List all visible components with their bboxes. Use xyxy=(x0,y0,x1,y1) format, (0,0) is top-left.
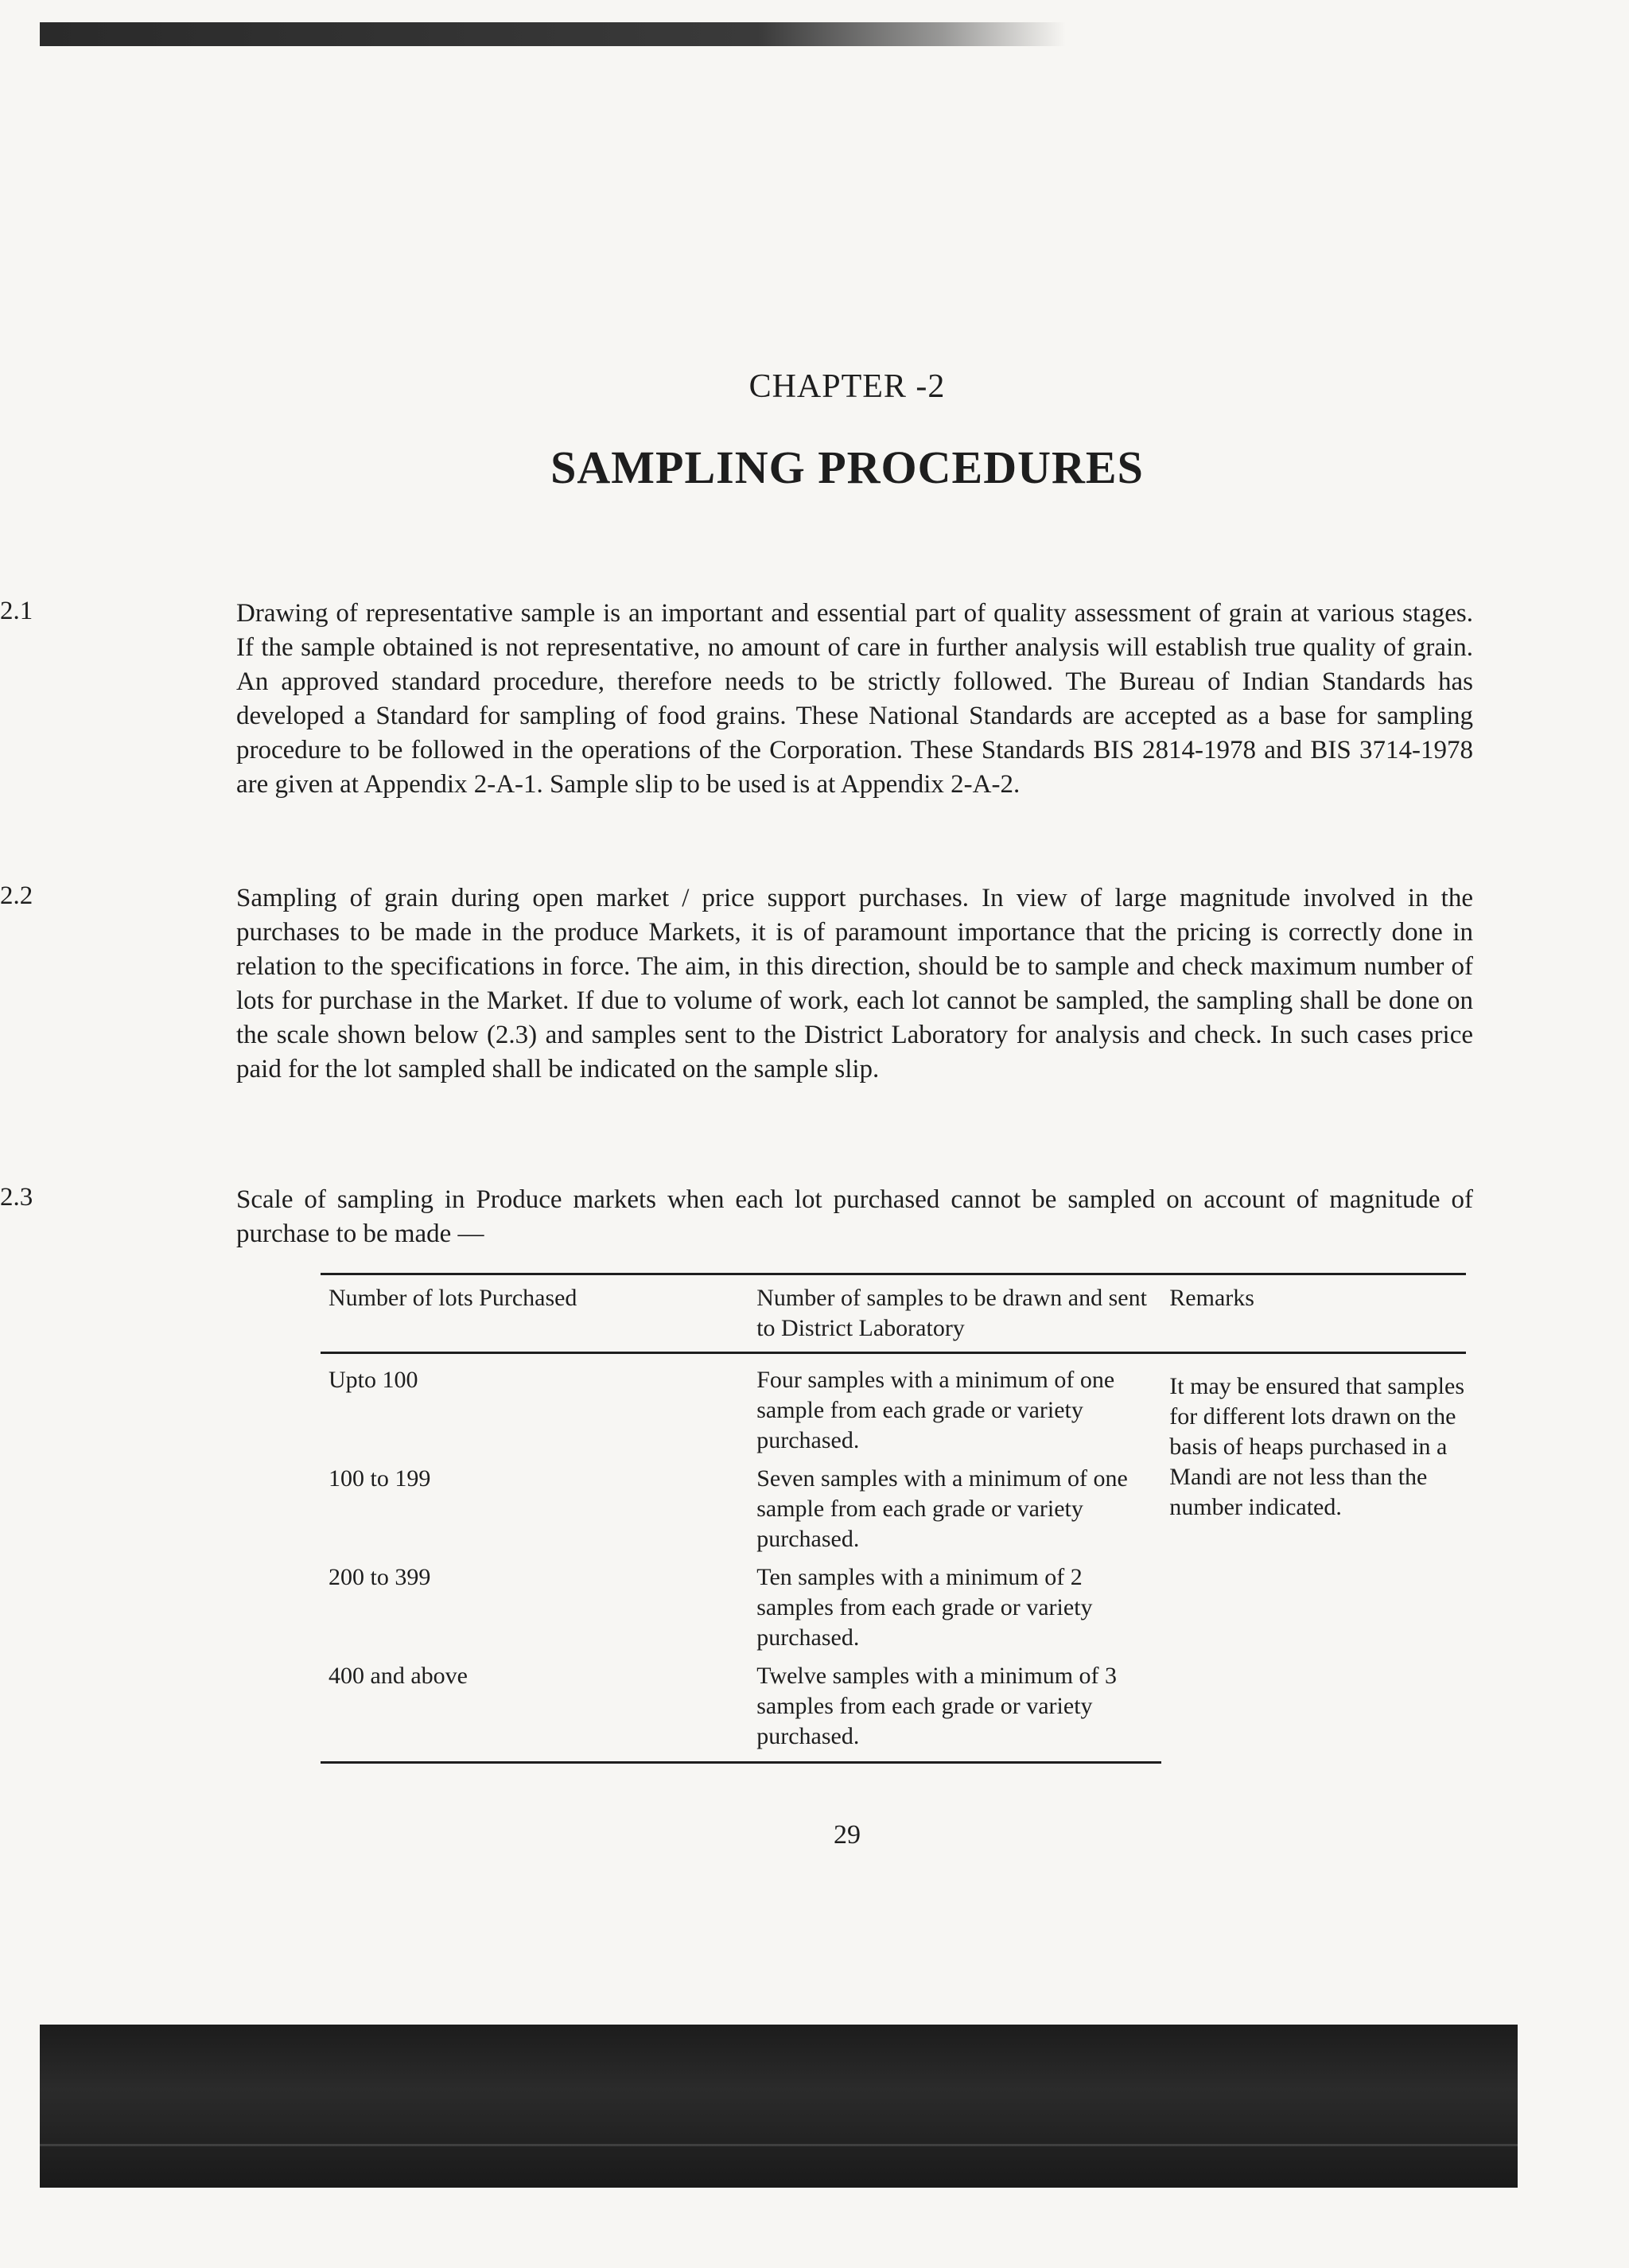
scan-edge-bottom xyxy=(40,2025,1518,2188)
samples-cell: Ten samples with a minimum of 2 samples from each grade or variety purchased. xyxy=(756,1564,1093,1651)
lots-cell: 200 to 399 xyxy=(329,1564,431,1590)
table-header-row xyxy=(321,1274,1466,1353)
paragraph-2-2 xyxy=(0,881,1473,1087)
paragraph-text: Sampling of grain during open market / price support purchases. In view of large magnitude involved in the purchases to be made in the produce Markets, it is of paramount importance that the pricing is correctly done in relation to the specifications in force. The aim, in this direction, should be to sample and check maximum number of lots for purchase in the Market. If due to volume of work, each lot cannot be sampled, the sampling shall be done on the scale shown below (2.3) and samples sent to the District Laboratory for analysis and check. In such cases price paid for the lot sampled shall be indicated on the sample slip. xyxy=(236,884,1473,1083)
lots-cell: 400 and above xyxy=(321,1661,748,1763)
paragraph-text: Drawing of representative sample is an important and essential part of quality assessment of grain at various stages. If the sample obtained is not representative, no amount of care in further analysis will establish true quality of grain. An approved standard procedure, therefore needs to be strictly followed. The Bureau of Indian Standards has developed a Standard for sampling of food grains. These National Standards are accepted as a base for sampling procedure to be followed in the operations of the Corporation. These Standards BIS 2814-1978 and BIS 3714-1978 are given at Appendix 2-A-1. Sample slip to be used is at Appendix 2-A-2. xyxy=(236,599,1473,799)
scan-edge-top xyxy=(40,22,1066,46)
paragraph-number: 2.1 xyxy=(0,597,33,625)
chapter-title: SAMPLING PROCEDURES xyxy=(550,442,1144,493)
page-number: 29 xyxy=(834,1820,861,1850)
paragraph-number: 2.3 xyxy=(0,1183,33,1212)
chapter-label: CHAPTER -2 xyxy=(748,368,946,405)
paragraph-text: Scale of sampling in Produce markets when each lot purchased cannot be sampled on account of magnitude of purchase to be made — xyxy=(236,1185,1473,1248)
paragraph-number: 2.2 xyxy=(0,881,33,910)
paragraph-2-1 xyxy=(0,597,1473,802)
header-lots: Number of lots Purchased xyxy=(321,1274,748,1353)
table-row xyxy=(321,1353,1466,1457)
lots-cell: 100 to 199 xyxy=(329,1465,431,1492)
paragraph-2-3 xyxy=(0,1183,1473,1251)
samples-cell: Seven samples with a minimum of one sample from each grade or variety purchased. xyxy=(756,1465,1128,1552)
samples-cell: Twelve samples with a minimum of 3 samples from each grade or variety purchased. xyxy=(748,1661,1161,1763)
header-samples: Number of samples to be drawn and sent to District Laboratory xyxy=(748,1274,1161,1353)
header-remarks: Remarks xyxy=(1161,1274,1466,1353)
samples-cell: Four samples with a minimum of one sample from each grade or variety purchased. xyxy=(756,1367,1115,1453)
lots-cell: Upto 100 xyxy=(329,1367,418,1393)
sampling-scale-table xyxy=(321,1273,1466,1764)
remarks-cell: It may be ensured that samples for different lots drawn on the basis of heaps purchased in a Mandi are not less than the number indicated. xyxy=(1169,1373,1465,1520)
